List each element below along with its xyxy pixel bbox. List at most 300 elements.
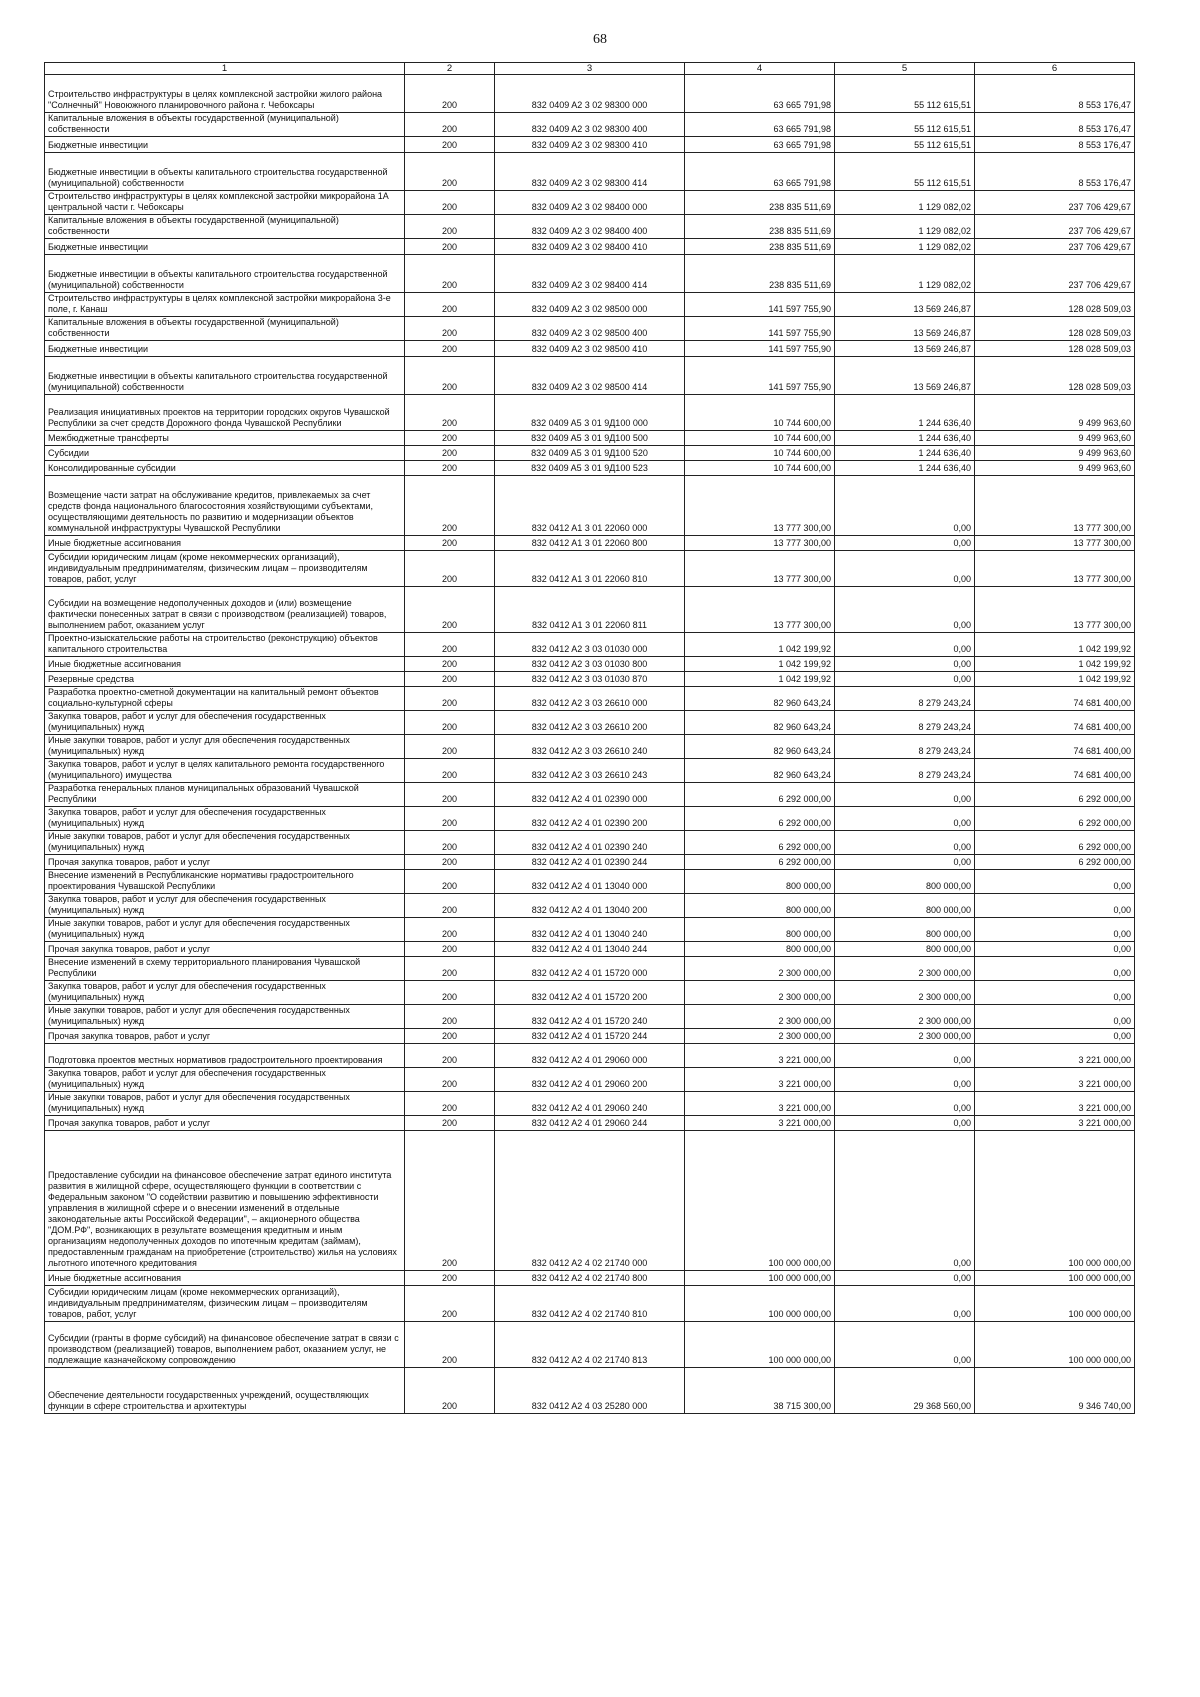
table-cell-col-5: 1 244 636,40	[835, 395, 975, 431]
table-cell-col-1: Прочая закупка товаров, работ и услуг	[45, 1029, 405, 1044]
table-cell-col-3: 832 0412 A2 4 01 02390 200	[495, 807, 685, 831]
table-cell-col-6: 0,00	[975, 981, 1135, 1005]
table-cell-col-6: 6 292 000,00	[975, 855, 1135, 870]
table-cell-col-6: 1 042 199,92	[975, 657, 1135, 672]
table-cell-col-3: 832 0412 A2 4 01 13040 000	[495, 870, 685, 894]
table-cell-col-5: 0,00	[835, 1092, 975, 1116]
table-cell-col-4: 1 042 199,92	[685, 633, 835, 657]
table-cell-col-2: 200	[405, 807, 495, 831]
table-row	[45, 807, 1135, 831]
table-cell-col-3: 832 0412 A2 3 03 01030 870	[495, 672, 685, 687]
table-cell-col-1: Субсидии юридическим лицам (кроме некоммерческих организаций), индивидуальным предпринимателям, физическим лицам – производителям товаров, работ, услуг	[45, 1286, 405, 1322]
table-cell-col-6: 237 706 429,67	[975, 239, 1135, 255]
table-cell-col-4: 1 042 199,92	[685, 657, 835, 672]
table-cell-col-6: 8 553 176,47	[975, 75, 1135, 113]
table-cell-col-5: 1 244 636,40	[835, 446, 975, 461]
table-cell-col-3: 832 0412 A1 3 01 22060 810	[495, 551, 685, 587]
table-row	[45, 855, 1135, 870]
table-cell-col-2: 200	[405, 317, 495, 341]
table-row	[45, 1322, 1135, 1368]
table-cell-col-1: Иные закупки товаров, работ и услуг для обеспечения государственных (муниципальных) нужд	[45, 918, 405, 942]
table-cell-col-3: 832 0412 A2 4 01 02390 000	[495, 783, 685, 807]
table-row	[45, 1131, 1135, 1271]
table-cell-col-6: 6 292 000,00	[975, 831, 1135, 855]
table-cell-col-3: 832 0412 A1 3 01 22060 000	[495, 476, 685, 536]
table-cell-col-4: 6 292 000,00	[685, 855, 835, 870]
table-cell-col-4: 3 221 000,00	[685, 1116, 835, 1131]
table-cell-col-1: Иные закупки товаров, работ и услуг для обеспечения государственных (муниципальных) нужд	[45, 1092, 405, 1116]
table-cell-col-1: Иные закупки товаров, работ и услуг для обеспечения государственных (муниципальных) нужд	[45, 831, 405, 855]
table-cell-col-5: 1 129 082,02	[835, 191, 975, 215]
table-cell-col-2: 200	[405, 395, 495, 431]
table-row	[45, 918, 1135, 942]
table-cell-col-4: 63 665 791,98	[685, 113, 835, 137]
table-cell-col-5: 8 279 243,24	[835, 735, 975, 759]
table-cell-col-5: 0,00	[835, 807, 975, 831]
table-cell-col-5: 55 112 615,51	[835, 137, 975, 153]
table-cell-col-6: 128 028 509,03	[975, 341, 1135, 357]
table-cell-col-1: Строительство инфраструктуры в целях комплексной застройки микрорайона 1А центральной части г. Чебоксары	[45, 191, 405, 215]
table-cell-col-3: 832 0409 A2 3 02 98300 410	[495, 137, 685, 153]
column-header-5: 5	[835, 63, 975, 75]
table-cell-col-5: 0,00	[835, 1131, 975, 1271]
table-cell-col-1: Иные бюджетные ассигнования	[45, 1271, 405, 1286]
table-cell-col-4: 141 597 755,90	[685, 357, 835, 395]
table-row	[45, 587, 1135, 633]
table-row	[45, 1005, 1135, 1029]
table-cell-col-5: 800 000,00	[835, 942, 975, 957]
table-cell-col-3: 832 0409 A2 3 02 98400 400	[495, 215, 685, 239]
table-cell-col-3: 832 0412 A2 4 01 15720 244	[495, 1029, 685, 1044]
table-cell-col-3: 832 0409 A2 3 02 98300 000	[495, 75, 685, 113]
table-cell-col-1: Внесение изменений в схему территориального планирования Чувашской Республики	[45, 957, 405, 981]
table-cell-col-5: 2 300 000,00	[835, 1029, 975, 1044]
table-cell-col-2: 200	[405, 341, 495, 357]
table-cell-col-2: 200	[405, 918, 495, 942]
column-header-6: 6	[975, 63, 1135, 75]
table-cell-col-1: Капитальные вложения в объекты государственной (муниципальной) собственности	[45, 113, 405, 137]
table-cell-col-6: 100 000 000,00	[975, 1131, 1135, 1271]
budget-table	[44, 62, 1135, 1414]
table-cell-col-5: 13 569 246,87	[835, 317, 975, 341]
table-cell-col-2: 200	[405, 293, 495, 317]
table-cell-col-5: 1 129 082,02	[835, 215, 975, 239]
table-cell-col-3: 832 0412 A2 4 01 29060 240	[495, 1092, 685, 1116]
table-row	[45, 395, 1135, 431]
table-cell-col-4: 800 000,00	[685, 870, 835, 894]
table-cell-col-6: 9 499 963,60	[975, 461, 1135, 476]
table-cell-col-1: Консолидированные субсидии	[45, 461, 405, 476]
table-cell-col-5: 0,00	[835, 657, 975, 672]
table-cell-col-3: 832 0409 A2 3 02 98500 410	[495, 341, 685, 357]
table-row	[45, 446, 1135, 461]
table-cell-col-5: 800 000,00	[835, 870, 975, 894]
table-cell-col-2: 200	[405, 855, 495, 870]
table-row	[45, 981, 1135, 1005]
table-cell-col-4: 6 292 000,00	[685, 831, 835, 855]
table-cell-col-6: 74 681 400,00	[975, 735, 1135, 759]
table-cell-col-2: 200	[405, 633, 495, 657]
table-cell-col-4: 238 835 511,69	[685, 215, 835, 239]
table-cell-col-4: 13 777 300,00	[685, 551, 835, 587]
table-cell-col-6: 8 553 176,47	[975, 153, 1135, 191]
table-cell-col-3: 832 0412 A2 4 02 21740 000	[495, 1131, 685, 1271]
table-cell-col-4: 100 000 000,00	[685, 1131, 835, 1271]
table-row	[45, 1044, 1135, 1068]
table-cell-col-1: Закупка товаров, работ и услуг для обеспечения государственных (муниципальных) нужд	[45, 1068, 405, 1092]
table-cell-col-2: 200	[405, 657, 495, 672]
table-cell-col-1: Строительство инфраструктуры в целях комплексной застройки микрорайона 3-е поле, г. Канаш	[45, 293, 405, 317]
table-cell-col-3: 832 0409 A2 3 02 98500 414	[495, 357, 685, 395]
table-cell-col-4: 10 744 600,00	[685, 431, 835, 446]
table-cell-col-2: 200	[405, 1005, 495, 1029]
table-cell-col-1: Прочая закупка товаров, работ и услуг	[45, 1116, 405, 1131]
table-cell-col-5: 800 000,00	[835, 894, 975, 918]
table-cell-col-2: 200	[405, 831, 495, 855]
table-row	[45, 357, 1135, 395]
table-cell-col-6: 9 499 963,60	[975, 431, 1135, 446]
table-row	[45, 1092, 1135, 1116]
table-cell-col-1: Разработка проектно-сметной документации на капитальный ремонт объектов социально-культурной сферы	[45, 687, 405, 711]
table-row	[45, 735, 1135, 759]
table-cell-col-2: 200	[405, 870, 495, 894]
table-cell-col-3: 832 0412 A2 4 01 15720 000	[495, 957, 685, 981]
table-cell-col-1: Строительство инфраструктуры в целях комплексной застройки жилого района "Солнечный" Новоюжного планировочного района г. Чебоксары	[45, 75, 405, 113]
table-cell-col-3: 832 0412 A2 4 01 13040 244	[495, 942, 685, 957]
table-cell-col-3: 832 0412 A2 4 02 21740 800	[495, 1271, 685, 1286]
table-cell-col-4: 6 292 000,00	[685, 783, 835, 807]
table-cell-col-6: 0,00	[975, 957, 1135, 981]
table-cell-col-2: 200	[405, 191, 495, 215]
table-cell-col-4: 13 777 300,00	[685, 587, 835, 633]
table-row	[45, 1116, 1135, 1131]
table-cell-col-1: Закупка товаров, работ и услуг для обеспечения государственных (муниципальных) нужд	[45, 711, 405, 735]
table-cell-col-1: Предоставление субсидии на финансовое обеспечение затрат единого института развития в жилищной сфере, осуществляющего функции в соответствии с Федеральным законом "О содействии развитию и повышению эффективности управления в жилищной сфере и о внесении изменений в отдельные законодательные акты Российской Федерации", – акционерного общества "ДОМ.РФ", возникающих в результате возмещения кредитным и иным организациям недополученных доходов по ипотечным кредитам (займам), предоставленным гражданам на приобретение (строительство) жилья на условиях льготного ипотечного кредитования	[45, 1131, 405, 1271]
table-cell-col-4: 2 300 000,00	[685, 981, 835, 1005]
table-cell-col-6: 6 292 000,00	[975, 783, 1135, 807]
table-cell-col-3: 832 0409 A5 3 01 9Д100 523	[495, 461, 685, 476]
table-cell-col-3: 832 0412 A2 3 03 26610 243	[495, 759, 685, 783]
table-cell-col-4: 2 300 000,00	[685, 1005, 835, 1029]
table-row	[45, 551, 1135, 587]
table-cell-col-6: 0,00	[975, 1029, 1135, 1044]
table-cell-col-1: Межбюджетные трансферты	[45, 431, 405, 446]
column-header-1: 1	[45, 63, 405, 75]
table-row	[45, 1029, 1135, 1044]
table-cell-col-1: Возмещение части затрат на обслуживание кредитов, привлекаемых за счет средств фонда национального благосостояния хозяйствующими субъектами, осуществляющими деятельность по развитию и модернизации объектов коммунальной инфраструктуры Чувашской Республики	[45, 476, 405, 536]
table-cell-col-4: 82 960 643,24	[685, 735, 835, 759]
table-cell-col-5: 0,00	[835, 1271, 975, 1286]
table-cell-col-4: 13 777 300,00	[685, 536, 835, 551]
table-cell-col-6: 13 777 300,00	[975, 536, 1135, 551]
table-cell-col-6: 6 292 000,00	[975, 807, 1135, 831]
table-cell-col-2: 200	[405, 759, 495, 783]
table-cell-col-6: 237 706 429,67	[975, 215, 1135, 239]
table-cell-col-1: Резервные средства	[45, 672, 405, 687]
table-row	[45, 431, 1135, 446]
table-cell-col-6: 9 499 963,60	[975, 395, 1135, 431]
table-cell-col-4: 63 665 791,98	[685, 75, 835, 113]
column-header-3: 3	[495, 63, 685, 75]
table-cell-col-6: 237 706 429,67	[975, 255, 1135, 293]
table-cell-col-3: 832 0409 A2 3 02 98500 400	[495, 317, 685, 341]
table-cell-col-5: 0,00	[835, 536, 975, 551]
table-cell-col-2: 200	[405, 1092, 495, 1116]
table-cell-col-1: Проектно-изыскательские работы на строительство (реконструкцию) объектов капитального строительства	[45, 633, 405, 657]
table-cell-col-2: 200	[405, 215, 495, 239]
page-number: 68	[593, 32, 607, 47]
table-cell-col-4: 238 835 511,69	[685, 239, 835, 255]
table-row	[45, 113, 1135, 137]
table-row	[45, 894, 1135, 918]
table-cell-col-5: 2 300 000,00	[835, 957, 975, 981]
table-row	[45, 461, 1135, 476]
table-row	[45, 711, 1135, 735]
table-cell-col-2: 200	[405, 551, 495, 587]
table-cell-col-1: Прочая закупка товаров, работ и услуг	[45, 855, 405, 870]
table-cell-col-3: 832 0412 A2 4 01 15720 240	[495, 1005, 685, 1029]
table-cell-col-4: 10 744 600,00	[685, 446, 835, 461]
table-cell-col-6: 0,00	[975, 1005, 1135, 1029]
table-cell-col-1: Бюджетные инвестиции	[45, 239, 405, 255]
table-cell-col-3: 832 0412 A2 3 03 26610 240	[495, 735, 685, 759]
table-cell-col-4: 1 042 199,92	[685, 672, 835, 687]
table-cell-col-3: 832 0409 A5 3 01 9Д100 500	[495, 431, 685, 446]
table-cell-col-1: Подготовка проектов местных нормативов градостроительного проектирования	[45, 1044, 405, 1068]
table-cell-col-2: 200	[405, 894, 495, 918]
table-row	[45, 957, 1135, 981]
table-cell-col-5: 8 279 243,24	[835, 711, 975, 735]
table-cell-col-4: 3 221 000,00	[685, 1068, 835, 1092]
table-cell-col-1: Субсидии (гранты в форме субсидий) на финансовое обеспечение затрат в связи с производством (реализацией) товаров, выполнением работ, оказанием услуг, не подлежащие казначейскому сопровождению	[45, 1322, 405, 1368]
table-cell-col-3: 832 0412 A2 4 01 29060 000	[495, 1044, 685, 1068]
table-cell-col-2: 200	[405, 1029, 495, 1044]
table-cell-col-5: 55 112 615,51	[835, 153, 975, 191]
table-cell-col-5: 29 368 560,00	[835, 1368, 975, 1414]
table-cell-col-2: 200	[405, 255, 495, 293]
table-cell-col-6: 3 221 000,00	[975, 1068, 1135, 1092]
table-cell-col-4: 82 960 643,24	[685, 759, 835, 783]
table-cell-col-4: 2 300 000,00	[685, 1029, 835, 1044]
table-row	[45, 239, 1135, 255]
table-cell-col-6: 1 042 199,92	[975, 672, 1135, 687]
table-cell-col-3: 832 0412 A2 4 02 21740 810	[495, 1286, 685, 1322]
table-cell-col-4: 141 597 755,90	[685, 317, 835, 341]
table-row	[45, 215, 1135, 239]
table-cell-col-1: Иные бюджетные ассигнования	[45, 657, 405, 672]
table-cell-col-1: Субсидии юридическим лицам (кроме некоммерческих организаций), индивидуальным предпринимателям, физическим лицам – производителям товаров, работ, услуг	[45, 551, 405, 587]
table-cell-col-6: 0,00	[975, 942, 1135, 957]
table-cell-col-1: Капитальные вложения в объекты государственной (муниципальной) собственности	[45, 215, 405, 239]
table-cell-col-5: 1 129 082,02	[835, 239, 975, 255]
table-cell-col-2: 200	[405, 1116, 495, 1131]
table-cell-col-6: 237 706 429,67	[975, 191, 1135, 215]
table-cell-col-6: 3 221 000,00	[975, 1044, 1135, 1068]
table-cell-col-5: 2 300 000,00	[835, 1005, 975, 1029]
table-cell-col-5: 0,00	[835, 783, 975, 807]
table-cell-col-1: Закупка товаров, работ и услуг для обеспечения государственных (муниципальных) нужд	[45, 981, 405, 1005]
table-cell-col-5: 0,00	[835, 1116, 975, 1131]
table-cell-col-3: 832 0412 A2 4 02 21740 813	[495, 1322, 685, 1368]
table-cell-col-6: 128 028 509,03	[975, 293, 1135, 317]
table-cell-col-3: 832 0412 A2 4 01 13040 200	[495, 894, 685, 918]
table-cell-col-5: 2 300 000,00	[835, 981, 975, 1005]
table-cell-col-3: 832 0412 A2 3 03 26610 200	[495, 711, 685, 735]
table-cell-col-4: 63 665 791,98	[685, 137, 835, 153]
table-cell-col-6: 9 346 740,00	[975, 1368, 1135, 1414]
table-cell-col-2: 200	[405, 711, 495, 735]
table-cell-col-2: 200	[405, 1131, 495, 1271]
table-row	[45, 341, 1135, 357]
table-cell-col-2: 200	[405, 239, 495, 255]
table-cell-col-5: 8 279 243,24	[835, 687, 975, 711]
table-cell-col-3: 832 0412 A2 3 03 26610 000	[495, 687, 685, 711]
table-cell-col-1: Прочая закупка товаров, работ и услуг	[45, 942, 405, 957]
table-row	[45, 191, 1135, 215]
table-cell-col-4: 141 597 755,90	[685, 293, 835, 317]
table-cell-col-3: 832 0412 A2 3 03 01030 000	[495, 633, 685, 657]
table-cell-col-4: 238 835 511,69	[685, 255, 835, 293]
table-cell-col-6: 1 042 199,92	[975, 633, 1135, 657]
table-row	[45, 1286, 1135, 1322]
table-cell-col-2: 200	[405, 137, 495, 153]
table-row	[45, 137, 1135, 153]
table-cell-col-4: 10 744 600,00	[685, 395, 835, 431]
table-cell-col-5: 0,00	[835, 1044, 975, 1068]
table-cell-col-3: 832 0412 A2 4 01 29060 244	[495, 1116, 685, 1131]
table-cell-col-4: 100 000 000,00	[685, 1322, 835, 1368]
table-cell-col-3: 832 0409 A5 3 01 9Д100 000	[495, 395, 685, 431]
table-row	[45, 255, 1135, 293]
table-row	[45, 942, 1135, 957]
table-cell-col-2: 200	[405, 1044, 495, 1068]
table-cell-col-1: Иные бюджетные ассигнования	[45, 536, 405, 551]
table-cell-col-3: 832 0412 A2 4 01 29060 200	[495, 1068, 685, 1092]
table-cell-col-5: 800 000,00	[835, 918, 975, 942]
table-cell-col-5: 0,00	[835, 672, 975, 687]
table-cell-col-3: 832 0412 A1 3 01 22060 811	[495, 587, 685, 633]
table-row	[45, 633, 1135, 657]
table-cell-col-1: Бюджетные инвестиции	[45, 341, 405, 357]
table-cell-col-2: 200	[405, 735, 495, 759]
table-cell-col-6: 0,00	[975, 918, 1135, 942]
table-cell-col-5: 0,00	[835, 831, 975, 855]
table-cell-col-4: 6 292 000,00	[685, 807, 835, 831]
table-row	[45, 759, 1135, 783]
table-cell-col-5: 0,00	[835, 1286, 975, 1322]
table-row	[45, 687, 1135, 711]
table-row	[45, 870, 1135, 894]
table-cell-col-3: 832 0409 A2 3 02 98500 000	[495, 293, 685, 317]
table-cell-col-4: 63 665 791,98	[685, 153, 835, 191]
table-cell-col-2: 200	[405, 446, 495, 461]
table-cell-col-2: 200	[405, 672, 495, 687]
table-row	[45, 672, 1135, 687]
table-cell-col-1: Обеспечение деятельности государственных учреждений, осуществляющих функции в сфере строительства и архитектуры	[45, 1368, 405, 1414]
table-cell-col-4: 3 221 000,00	[685, 1092, 835, 1116]
table-cell-col-4: 2 300 000,00	[685, 957, 835, 981]
table-cell-col-1: Бюджетные инвестиции в объекты капитального строительства государственной (муниципальной) собственности	[45, 357, 405, 395]
table-cell-col-5: 55 112 615,51	[835, 75, 975, 113]
table-cell-col-6: 100 000 000,00	[975, 1322, 1135, 1368]
table-cell-col-3: 832 0412 A2 4 01 02390 240	[495, 831, 685, 855]
table-cell-col-1: Закупка товаров, работ и услуг для обеспечения государственных (муниципальных) нужд	[45, 807, 405, 831]
column-header-4: 4	[685, 63, 835, 75]
table-cell-col-4: 3 221 000,00	[685, 1044, 835, 1068]
table-row	[45, 1068, 1135, 1092]
table-cell-col-6: 74 681 400,00	[975, 687, 1135, 711]
table-row	[45, 153, 1135, 191]
table-cell-col-3: 832 0412 A2 3 03 01030 800	[495, 657, 685, 672]
table-cell-col-5: 0,00	[835, 476, 975, 536]
table-cell-col-3: 832 0412 A2 4 01 13040 240	[495, 918, 685, 942]
table-cell-col-6: 13 777 300,00	[975, 551, 1135, 587]
table-cell-col-4: 800 000,00	[685, 942, 835, 957]
table-cell-col-2: 200	[405, 1286, 495, 1322]
table-cell-col-2: 200	[405, 942, 495, 957]
table-cell-col-3: 832 0409 A2 3 02 98400 000	[495, 191, 685, 215]
table-cell-col-4: 100 000 000,00	[685, 1286, 835, 1322]
table-cell-col-1: Субсидии	[45, 446, 405, 461]
table-cell-col-2: 200	[405, 1068, 495, 1092]
table-row	[45, 317, 1135, 341]
table-cell-col-5: 0,00	[835, 633, 975, 657]
table-cell-col-2: 200	[405, 957, 495, 981]
table-cell-col-4: 10 744 600,00	[685, 461, 835, 476]
table-cell-col-1: Иные закупки товаров, работ и услуг для обеспечения государственных (муниципальных) нужд	[45, 1005, 405, 1029]
table-cell-col-1: Субсидии на возмещение недополученных доходов и (или) возмещение фактически понесенных затрат в связи с производством (реализацией) товаров, выполнением работ, оказанием услуг	[45, 587, 405, 633]
table-cell-col-2: 200	[405, 1271, 495, 1286]
column-header-2: 2	[405, 63, 495, 75]
table-cell-col-6: 128 028 509,03	[975, 317, 1135, 341]
table-row	[45, 476, 1135, 536]
table-cell-col-4: 238 835 511,69	[685, 191, 835, 215]
table-cell-col-6: 74 681 400,00	[975, 759, 1135, 783]
table-cell-col-1: Бюджетные инвестиции в объекты капитального строительства государственной (муниципальной) собственности	[45, 153, 405, 191]
table-cell-col-1: Бюджетные инвестиции	[45, 137, 405, 153]
table-cell-col-2: 200	[405, 536, 495, 551]
table-row	[45, 1271, 1135, 1286]
table-cell-col-1: Разработка генеральных планов муниципальных образований Чувашской Республики	[45, 783, 405, 807]
table-row	[45, 1368, 1135, 1414]
table-cell-col-6: 0,00	[975, 894, 1135, 918]
table-cell-col-6: 9 499 963,60	[975, 446, 1135, 461]
table-cell-col-6: 74 681 400,00	[975, 711, 1135, 735]
table-cell-col-4: 800 000,00	[685, 918, 835, 942]
table-cell-col-2: 200	[405, 1322, 495, 1368]
table-cell-col-6: 3 221 000,00	[975, 1116, 1135, 1131]
table-cell-col-5: 55 112 615,51	[835, 113, 975, 137]
table-row	[45, 75, 1135, 113]
table-cell-col-5: 0,00	[835, 1068, 975, 1092]
table-cell-col-4: 38 715 300,00	[685, 1368, 835, 1414]
header-row	[45, 63, 1135, 75]
table-cell-col-2: 200	[405, 476, 495, 536]
table-cell-col-5: 0,00	[835, 551, 975, 587]
table-cell-col-1: Реализация инициативных проектов на территории городских округов Чувашской Республики за счет средств Дорожного фонда Чувашской Республики	[45, 395, 405, 431]
table-cell-col-3: 832 0409 A2 3 02 98400 414	[495, 255, 685, 293]
table-cell-col-4: 100 000 000,00	[685, 1271, 835, 1286]
table-cell-col-3: 832 0409 A5 3 01 9Д100 520	[495, 446, 685, 461]
table-row	[45, 783, 1135, 807]
table-cell-col-2: 200	[405, 75, 495, 113]
table-cell-col-5: 1 129 082,02	[835, 255, 975, 293]
table-cell-col-3: 832 0412 A1 3 01 22060 800	[495, 536, 685, 551]
table-cell-col-2: 200	[405, 357, 495, 395]
table-row	[45, 831, 1135, 855]
table-row	[45, 293, 1135, 317]
table-cell-col-5: 8 279 243,24	[835, 759, 975, 783]
